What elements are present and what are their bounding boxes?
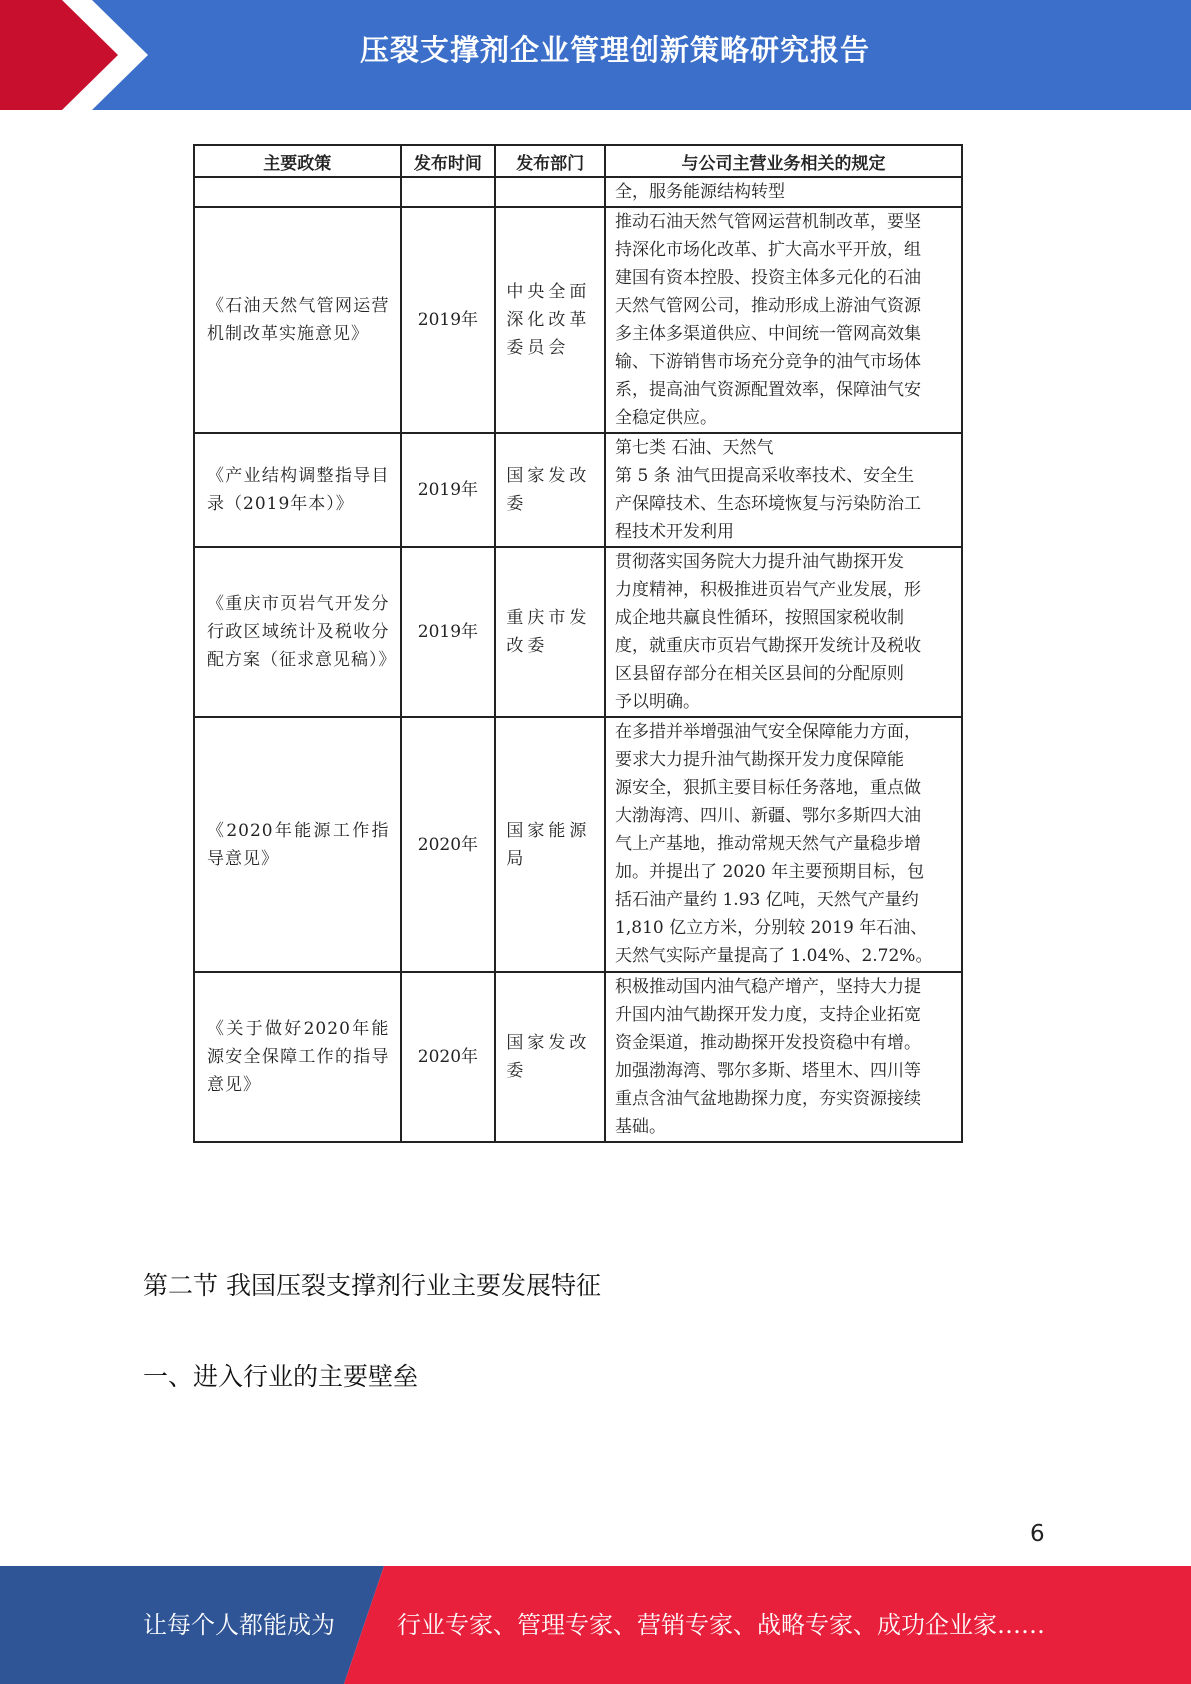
regulation-text-line: 括石油产量约 1.93 亿吨，天然气产量约 — [615, 890, 919, 910]
regulation-text-line: 大渤海湾、四川、新疆、鄂尔多斯四大油 — [615, 806, 922, 826]
regulation-text-line: 升国内油气勘探开发力度，支持企业拓宽 — [615, 1005, 922, 1025]
table-row — [194, 177, 962, 207]
regulation-cell — [605, 177, 962, 207]
policy-name-cell — [194, 177, 401, 207]
report-title: 压裂支撑剂企业管理创新策略研究报告 — [359, 33, 870, 67]
table-row — [194, 547, 962, 717]
footer-slogan-left: 让每个人都能成为 — [143, 1611, 335, 1639]
department-cell: 重庆市发改委 — [495, 547, 605, 717]
policy-name-cell: 《关于做好2020年能源安全保障工作的指导意见》 — [194, 972, 401, 1142]
regulation-cell — [605, 207, 962, 433]
release-year-cell: 2019年 — [401, 207, 496, 433]
regulation-text-line: 多主体多渠道供应、中间统一管网高效集 — [615, 324, 922, 344]
department-cell: 国家发改委 — [495, 972, 605, 1142]
column-header-date: 发布时间 — [401, 145, 496, 177]
regulation-text-line: 积极推动国内油气稳产增产，坚持大力提 — [615, 977, 922, 997]
release-year-cell: 2019年 — [401, 433, 496, 547]
column-header-department: 发布部门 — [495, 145, 605, 177]
regulation-text-line: 贯彻落实国务院大力提升油气勘探开发 — [615, 552, 905, 572]
regulation-text-line: 成企地共赢良性循环，按照国家税收制 — [615, 608, 905, 628]
regulation-text-line: 系，提高油气资源配置效率，保障油气安 — [615, 380, 922, 400]
regulation-text-line: 资金渠道，推动勘探开发投资稳中有增。 — [615, 1033, 922, 1053]
regulation-cell — [605, 433, 962, 547]
regulation-text-line: 区县留存部分在相关区县间的分配原则 — [615, 664, 905, 684]
column-header-policy: 主要政策 — [194, 145, 401, 177]
regulation-cell — [605, 972, 962, 1142]
regulation-text-line: 第七类 石油、天然气 — [615, 438, 774, 458]
regulation-text-line: 加。并提出了 2020 年主要预期目标，包 — [615, 862, 925, 882]
regulation-text-line: 第 5 条 油气田提高采收率技术、安全生 — [615, 466, 915, 486]
regulation-text-line: 予以明确。 — [615, 692, 701, 712]
regulation-text-line: 基础。 — [615, 1117, 667, 1137]
footer-slogan-right: 行业专家、管理专家、营销专家、战略专家、成功企业家…… — [397, 1611, 1045, 1639]
page-number: 6 — [1030, 1521, 1045, 1547]
regulation-cell — [605, 547, 962, 717]
sub-heading: 一、进入行业的主要壁垒 — [143, 1362, 419, 1391]
table-header-row — [194, 145, 962, 177]
regulation-text-line: 在多措并举增强油气安全保障能力方面， — [615, 722, 922, 742]
regulation-text-line: 要求大力提升油气勘探开发力度保障能 — [615, 750, 905, 770]
department-cell: 国家能源局 — [495, 717, 605, 972]
regulation-text-line: 源安全，狠抓主要目标任务落地，重点做 — [615, 778, 922, 798]
regulation-text-line: 1,810 亿立方米，分别较 2019 年石油、 — [615, 918, 928, 938]
table-body — [194, 177, 962, 1142]
release-year-cell: 2020年 — [401, 717, 496, 972]
regulation-text-line: 程技术开发利用 — [615, 522, 735, 542]
regulation-text-line: 天然气实际产量提高了 1.04%、2.72%。 — [615, 946, 933, 966]
policy-table — [193, 144, 963, 1143]
regulation-text-line: 推动石油天然气管网运营机制改革，要坚 — [615, 212, 922, 232]
table-row — [194, 433, 962, 547]
regulation-text-line: 产保障技术、生态环境恢复与污染防治工 — [615, 494, 922, 514]
policy-name-cell: 《重庆市页岩气开发分行政区域统计及税收分配方案（征求意见稿）》 — [194, 547, 401, 717]
release-year-cell — [401, 177, 496, 207]
department-cell — [495, 177, 605, 207]
table-row — [194, 207, 962, 433]
regulation-text-line: 重点含油气盆地勘探力度，夯实资源接续 — [615, 1089, 922, 1109]
page-header — [0, 0, 1191, 110]
regulation-text-line: 力度精神，积极推进页岩气产业发展，形 — [615, 580, 922, 600]
regulation-text-line: 天然气管网公司，推动形成上游油气资源 — [615, 296, 922, 316]
regulation-cell — [605, 717, 962, 972]
policy-name-cell: 《石油天然气管网运营机制改革实施意见》 — [194, 207, 401, 433]
regulation-text-line: 度，就重庆市页岩气勘探开发统计及税收 — [615, 636, 922, 656]
release-year-cell: 2020年 — [401, 972, 496, 1142]
policy-name-cell: 《2020年能源工作指导意见》 — [194, 717, 401, 972]
page-footer — [0, 1566, 1191, 1684]
regulation-text-line: 输、下游销售市场充分竞争的油气市场体 — [615, 352, 922, 372]
regulation-text-line: 加强渤海湾、鄂尔多斯、塔里木、四川等 — [615, 1061, 922, 1081]
column-header-regulation: 与公司主营业务相关的规定 — [605, 145, 962, 177]
policy-name-cell: 《产业结构调整指导目录（2019年本）》 — [194, 433, 401, 547]
release-year-cell: 2019年 — [401, 547, 496, 717]
table-row — [194, 972, 962, 1142]
regulation-text-line: 全稳定供应。 — [615, 408, 718, 428]
table-row — [194, 717, 962, 972]
department-cell: 国家发改委 — [495, 433, 605, 547]
regulation-text-line: 气上产基地，推动常规天然气产量稳步增 — [615, 834, 922, 854]
section-heading: 第二节 我国压裂支撑剂行业主要发展特征 — [143, 1271, 601, 1300]
regulation-text-line: 全，服务能源结构转型 — [615, 182, 786, 202]
regulation-text-line: 建国有资本控股、投资主体多元化的石油 — [615, 268, 922, 288]
regulation-text-line: 持深化市场化改革、扩大高水平开放，组 — [615, 240, 922, 260]
department-cell: 中央全面深化改革委员会 — [495, 207, 605, 433]
